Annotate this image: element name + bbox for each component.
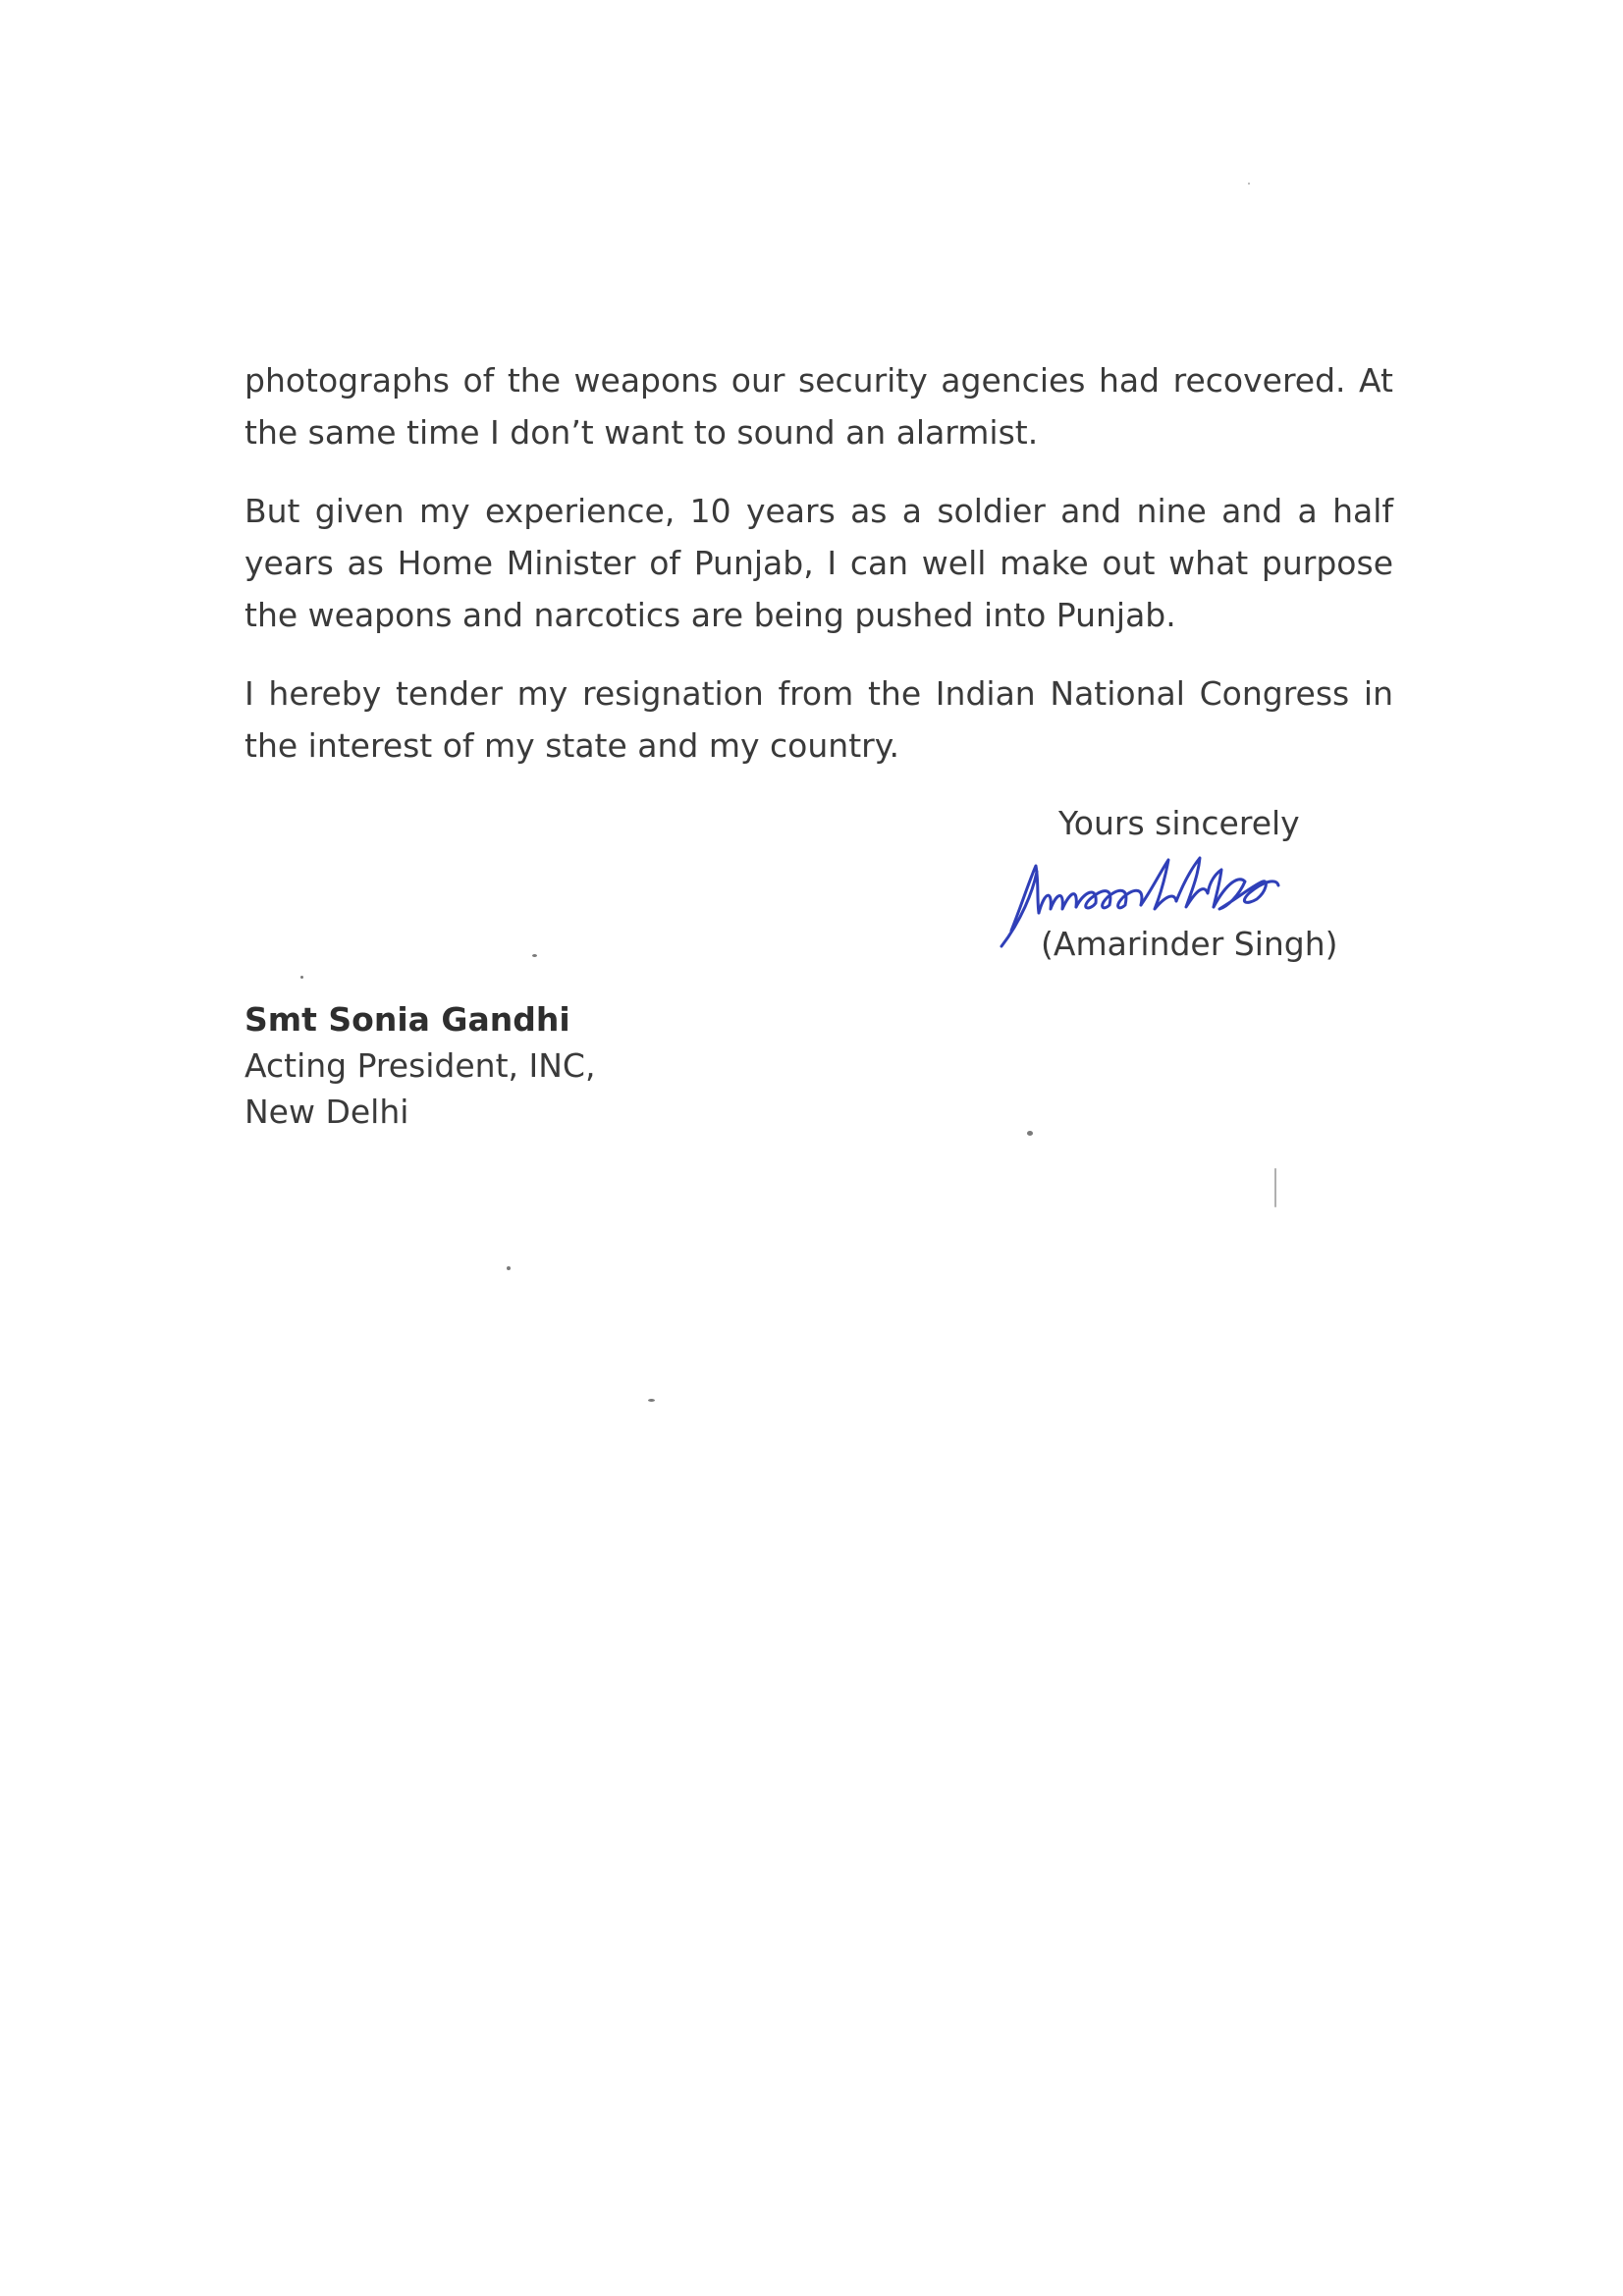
closing-salutation: Yours sincerely [1058,804,1300,842]
scan-speck [300,976,303,979]
scan-speck [532,954,537,957]
scan-speck [1248,183,1250,185]
scan-speck [1027,1131,1033,1136]
letter-paragraph-2: But given my experience, 10 years as a soldier and nine and a half years as Home Minister of Punjab, I can well make out what purpose the weapons and narcotics are being pushed into Punjab. [244,492,1393,634]
letter-paragraph-3: I hereby tender my resignation from the Indian National Congress in the interest of my state and my country. [244,674,1393,765]
scan-speck [507,1266,511,1270]
addressee-name: Smt Sonia Gandhi [244,1000,570,1039]
addressee-city: New Delhi [244,1093,409,1131]
scan-speck [648,1399,655,1402]
addressee-block [244,996,595,1135]
signatory-name: (Amarinder Singh) [1041,925,1338,963]
addressee-title: Acting President, INC, [244,1046,596,1085]
letter-paragraph-1: photographs of the weapons our security agencies had recovered. At the same time I don’t want to sound an alarmist. [244,361,1393,452]
scan-speck [1274,1168,1276,1207]
